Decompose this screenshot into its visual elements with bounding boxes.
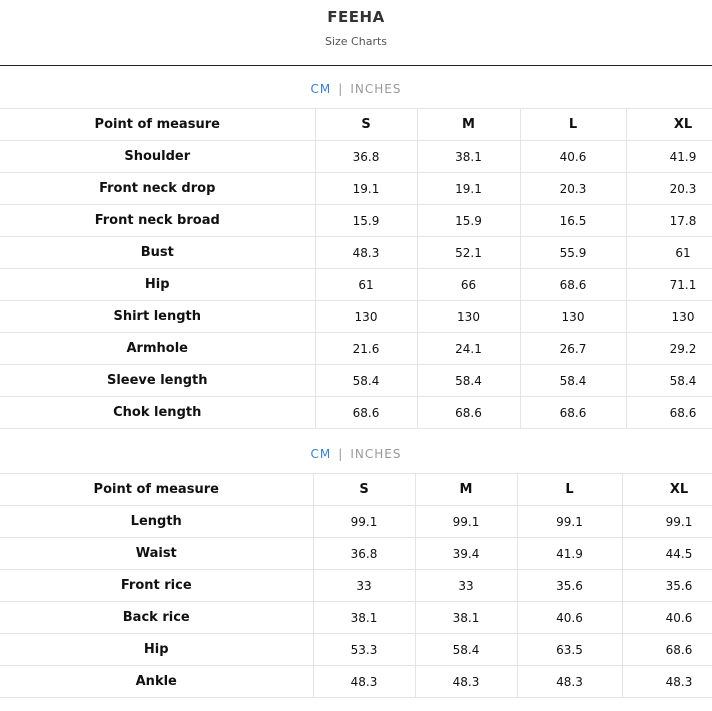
measurement-value: 39.4 — [415, 538, 517, 570]
measure-name: Shirt length — [0, 301, 315, 333]
measurement-value: 68.6 — [417, 397, 520, 429]
measurement-value: 16.5 — [520, 205, 626, 237]
unit-toggle — [0, 82, 712, 96]
measurement-value: 99.1 — [622, 506, 712, 538]
table-row — [0, 365, 712, 397]
table-row — [0, 205, 712, 237]
measure-name: Front rice — [0, 570, 313, 602]
measurement-value: 48.3 — [622, 666, 712, 698]
measure-name: Ankle — [0, 666, 313, 698]
measurement-value: 68.6 — [520, 397, 626, 429]
size-table-bottom — [0, 473, 712, 698]
measurement-value: 35.6 — [517, 570, 622, 602]
measure-name: Hip — [0, 634, 313, 666]
measurement-value: 58.4 — [415, 634, 517, 666]
table-row — [0, 173, 712, 205]
measurement-value: 35.6 — [622, 570, 712, 602]
measurement-value: 53.3 — [313, 634, 415, 666]
size-header: S — [315, 109, 417, 141]
measurement-value: 26.7 — [520, 333, 626, 365]
table-row — [0, 570, 712, 602]
measurement-value: 68.6 — [626, 397, 712, 429]
measurement-value: 48.3 — [315, 237, 417, 269]
measure-name: Chok length — [0, 397, 315, 429]
divider — [0, 65, 712, 66]
measure-name: Front neck drop — [0, 173, 315, 205]
measure-name: Length — [0, 506, 313, 538]
measurement-value: 36.8 — [313, 538, 415, 570]
measurement-value: 63.5 — [517, 634, 622, 666]
unit-separator: | — [338, 447, 344, 461]
measurement-value: 52.1 — [417, 237, 520, 269]
table-row — [0, 634, 712, 666]
measurement-value: 33 — [415, 570, 517, 602]
unit-separator: | — [338, 82, 344, 96]
measurement-value: 58.4 — [417, 365, 520, 397]
measurement-value: 40.6 — [517, 602, 622, 634]
measurement-value: 29.2 — [626, 333, 712, 365]
measurement-value: 61 — [626, 237, 712, 269]
unit-cm-button[interactable]: CM — [310, 82, 332, 96]
measurement-value: 61 — [315, 269, 417, 301]
measurement-value: 130 — [626, 301, 712, 333]
size-header: S — [313, 474, 415, 506]
measurement-value: 58.4 — [626, 365, 712, 397]
measurement-value: 40.6 — [520, 141, 626, 173]
table-row — [0, 333, 712, 365]
table-row — [0, 237, 712, 269]
measurement-value: 99.1 — [415, 506, 517, 538]
measurement-value: 38.1 — [417, 141, 520, 173]
size-header: XL — [622, 474, 712, 506]
measurement-value: 17.8 — [626, 205, 712, 237]
measure-name: Sleeve length — [0, 365, 315, 397]
measurement-value: 130 — [315, 301, 417, 333]
brand-title: FEEHA — [327, 8, 385, 26]
table-row — [0, 602, 712, 634]
measurement-value: 68.6 — [622, 634, 712, 666]
table-row — [0, 141, 712, 173]
measure-name: Waist — [0, 538, 313, 570]
measure-header: Point of measure — [0, 109, 315, 141]
table-row — [0, 506, 712, 538]
measurement-value: 41.9 — [626, 141, 712, 173]
table-row — [0, 666, 712, 698]
size-header: L — [517, 474, 622, 506]
measurement-value: 44.5 — [622, 538, 712, 570]
measure-name: Back rice — [0, 602, 313, 634]
measurement-value: 38.1 — [313, 602, 415, 634]
measurement-value: 40.6 — [622, 602, 712, 634]
measurement-value: 19.1 — [417, 173, 520, 205]
measurement-value: 15.9 — [315, 205, 417, 237]
unit-toggle-2 — [0, 447, 712, 461]
measure-name: Hip — [0, 269, 315, 301]
measurement-value: 15.9 — [417, 205, 520, 237]
table-row — [0, 538, 712, 570]
size-table-top — [0, 108, 712, 429]
measurement-value: 55.9 — [520, 237, 626, 269]
measure-name: Armhole — [0, 333, 315, 365]
measure-name: Front neck broad — [0, 205, 315, 237]
unit-cm-button[interactable]: CM — [310, 447, 332, 461]
measurement-value: 71.1 — [626, 269, 712, 301]
measurement-value: 58.4 — [315, 365, 417, 397]
measurement-value: 66 — [417, 269, 520, 301]
measurement-value: 99.1 — [313, 506, 415, 538]
measurement-value: 19.1 — [315, 173, 417, 205]
table-row — [0, 397, 712, 429]
size-header: L — [520, 109, 626, 141]
measurement-value: 48.3 — [313, 666, 415, 698]
measurement-value: 99.1 — [517, 506, 622, 538]
measurement-value: 38.1 — [415, 602, 517, 634]
measurement-value: 21.6 — [315, 333, 417, 365]
header-row — [0, 474, 712, 506]
measurement-value: 68.6 — [315, 397, 417, 429]
table-row — [0, 301, 712, 333]
page-subtitle: Size Charts — [324, 35, 388, 48]
unit-inches-button[interactable]: INCHES — [350, 447, 402, 461]
measurement-value: 58.4 — [520, 365, 626, 397]
measurement-value: 20.3 — [520, 173, 626, 205]
measurement-value: 48.3 — [517, 666, 622, 698]
measurement-value: 36.8 — [315, 141, 417, 173]
measurement-value: 41.9 — [517, 538, 622, 570]
size-header: M — [417, 109, 520, 141]
measure-header: Point of measure — [0, 474, 313, 506]
measurement-value: 24.1 — [417, 333, 520, 365]
measurement-value: 68.6 — [520, 269, 626, 301]
measurement-value: 20.3 — [626, 173, 712, 205]
size-header: M — [415, 474, 517, 506]
measurement-value: 48.3 — [415, 666, 517, 698]
measure-name: Bust — [0, 237, 315, 269]
header-row — [0, 109, 712, 141]
size-header: XL — [626, 109, 712, 141]
measurement-value: 33 — [313, 570, 415, 602]
measurement-value: 130 — [417, 301, 520, 333]
measurement-value: 130 — [520, 301, 626, 333]
measure-name: Shoulder — [0, 141, 315, 173]
unit-inches-button[interactable]: INCHES — [350, 82, 402, 96]
table-row — [0, 269, 712, 301]
